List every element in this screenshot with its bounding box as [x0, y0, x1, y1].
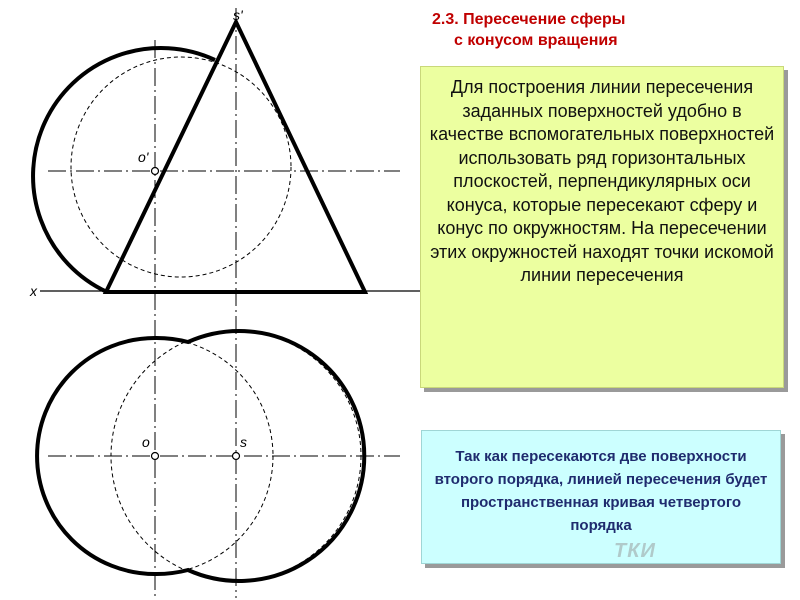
- hidden-circle-front: [71, 57, 291, 277]
- label-x-axis: x: [30, 283, 37, 299]
- label-apex-top: s: [240, 434, 247, 450]
- conclusion-note-box: [421, 430, 781, 564]
- title-line-1: 2.3. Пересечение сферы: [432, 11, 626, 28]
- label-sphere-center-front: o': [138, 149, 149, 165]
- construction-note-text: Для построения линии пересечения заданных поверхностей удобно в качестве вспомогательных поверхностей использовать ряд горизонтальных плоскостей, перпендикулярных оси конуса, которые пересекают сферу и конус по окружностям. На пересечении этих окружностей находят точки искомой линии пересечения: [429, 77, 775, 285]
- hidden-generatrix-front: [108, 22, 236, 290]
- watermark-logo: ТКИ: [614, 540, 656, 562]
- cone-apex-top-point: [233, 453, 240, 460]
- sphere-center-front-point: [152, 168, 159, 175]
- conclusion-note-text: Так как пересекаются две поверхности второго порядка, линией пересечения будет пространственная кривая четвертого порядка: [434, 448, 768, 534]
- title-line-2: с конусом вращения: [454, 32, 618, 49]
- construction-note-box: [420, 66, 784, 388]
- slide-title: [432, 9, 625, 51]
- sphere-center-top-point: [152, 453, 159, 460]
- label-sphere-center-top: o: [142, 434, 150, 450]
- label-apex-front: s': [233, 7, 243, 23]
